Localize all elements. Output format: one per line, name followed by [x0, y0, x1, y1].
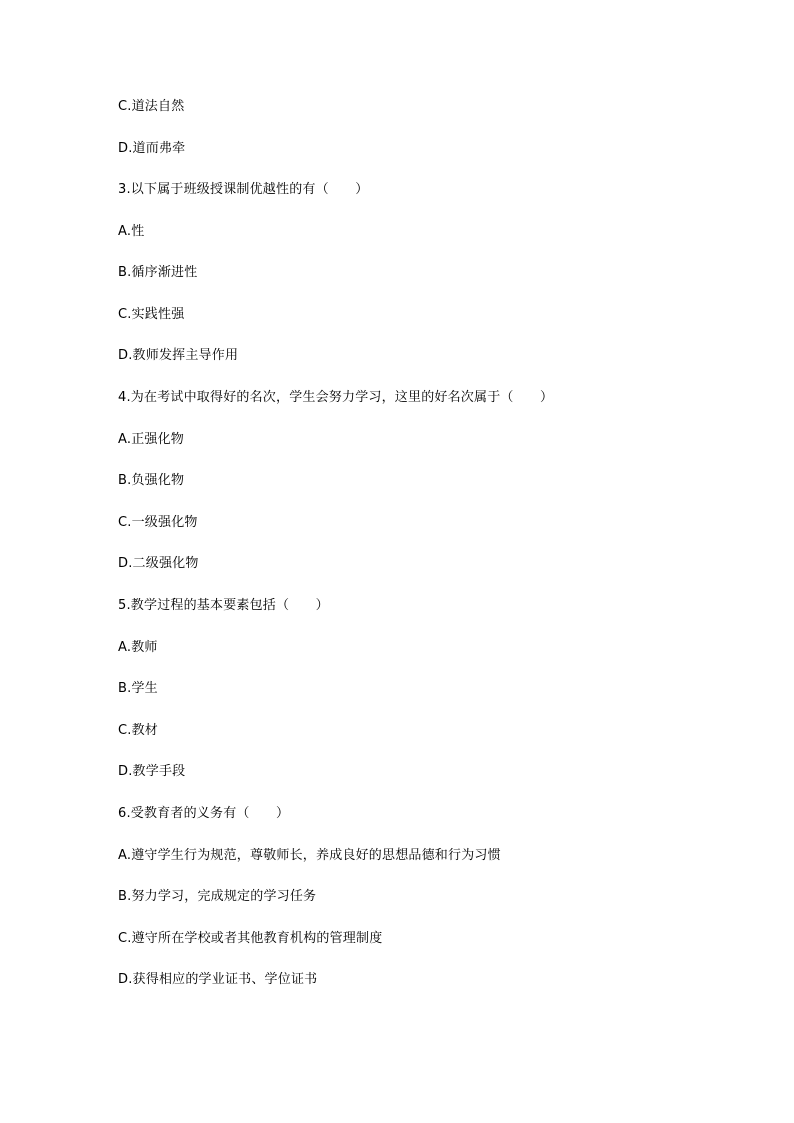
option-d-q5: D.教学手段 [118, 764, 186, 779]
option-a-q3: A.性 [118, 224, 145, 239]
option-a-q5: A.教师 [118, 640, 158, 655]
question-3: 3.以下属于班级授课制优越性的有（ ） [118, 182, 369, 197]
option-b-q5: B.学生 [118, 681, 158, 696]
option-c-q6: C.遵守所在学校或者其他教育机构的管理制度 [118, 931, 383, 946]
option-d-q6: D.获得相应的学业证书、学位证书 [118, 972, 318, 987]
option-b-q6: B.努力学习，完成规定的学习任务 [118, 889, 317, 904]
option-c-q4: C.一级强化物 [118, 515, 198, 530]
option-d-q4: D.二级强化物 [118, 556, 199, 571]
option-d-q3: D.教师发挥主导作用 [118, 348, 239, 363]
option-c-q5: C.教材 [118, 723, 159, 738]
option-d-q2: D.道而弗牵 [118, 141, 186, 156]
option-b-q3: B.循序渐进性 [118, 265, 198, 280]
question-5: 5.教学过程的基本要素包括（ ） [118, 598, 329, 613]
option-b-q4: B.负强化物 [118, 473, 185, 488]
question-4: 4.为在考试中取得好的名次，学生会努力学习，这里的好名次属于（ ） [118, 390, 554, 405]
option-c-q3: C.实践性强 [118, 307, 185, 322]
option-a-q6: A.遵守学生行为规范，尊敬师长，养成良好的思想品德和行为习惯 [118, 848, 501, 863]
question-6: 6.受教育者的义务有（ ） [118, 806, 290, 821]
option-a-q4: A.正强化物 [118, 432, 184, 447]
option-c-q2: C.道法自然 [118, 99, 185, 114]
